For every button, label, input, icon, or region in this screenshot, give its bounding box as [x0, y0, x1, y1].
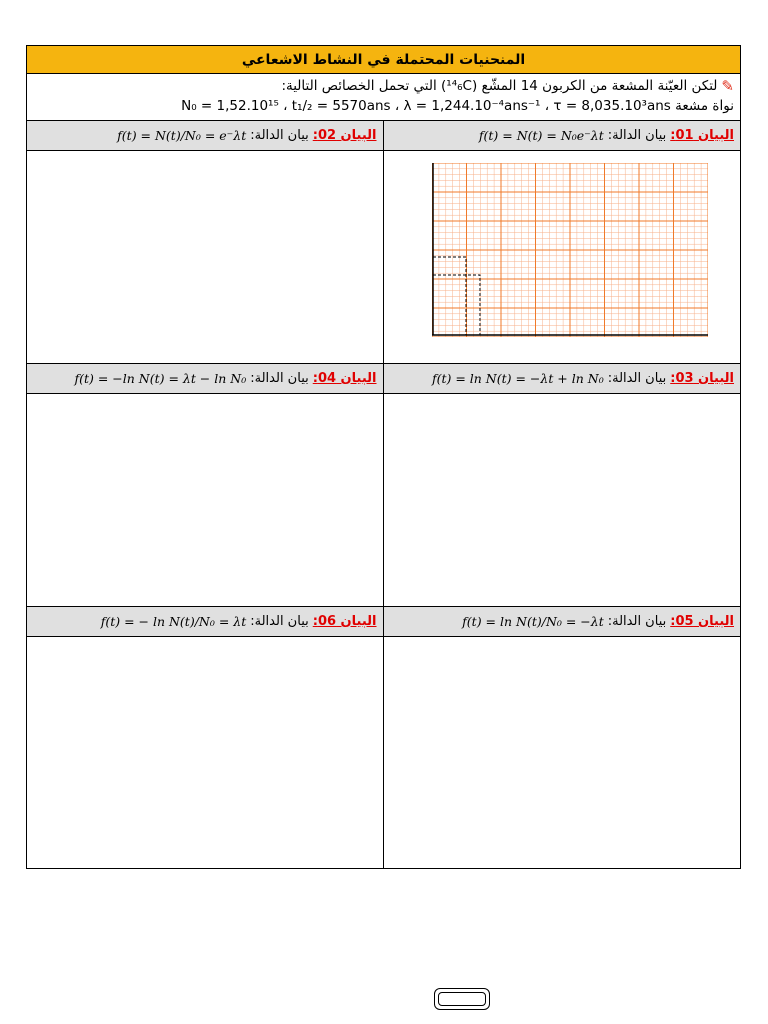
plot-header-03: [384, 364, 741, 394]
plot-header-05: [384, 607, 741, 637]
plot-desc-04: بيان الدالة:: [250, 371, 309, 386]
plot-header-02: [27, 121, 383, 151]
plot-desc-06: بيان الدالة:: [250, 614, 309, 629]
plot-label-06: البيان 06:: [312, 614, 377, 629]
plot-area-06: [27, 637, 383, 868]
plot-desc-05: بيان الدالة:: [607, 614, 667, 629]
plot-formula-03: f(t) = ln N(t) = −λt + ln N₀: [431, 371, 604, 386]
intro-section: [27, 74, 740, 121]
plot-cell-01: [384, 121, 741, 364]
intro-text-2: نواة مشعة N₀ = 1,52.10¹⁵ ، t₁/₂ = 5570ans ، λ = 1,244.10⁻⁴ans⁻¹ ، τ = 8,035.10³ans: [181, 98, 734, 114]
pen-icon: ✎: [721, 77, 734, 95]
plot-cell-05: [384, 607, 741, 868]
plot-formula-06: f(t) = − ln N(t)/N₀ = λt: [100, 614, 247, 629]
intro-text-1: لتكن العيّنة المشعة من الكربون 14 المشّع (¹⁴₆C) التي تحمل الخصائص التالية:: [281, 78, 718, 94]
plot-area-03: [384, 394, 741, 607]
plot-label-02: البيان 02:: [312, 128, 377, 143]
plot-desc-03: بيان الدالة:: [607, 371, 667, 386]
plot-formula-05: f(t) = ln N(t)/N₀ = −λt: [462, 614, 604, 629]
plot-area-04: [27, 394, 383, 607]
plot-desc-02: بيان الدالة:: [250, 128, 309, 143]
plot-formula-04: f(t) = −ln N(t) = λt − ln N₀: [74, 371, 247, 386]
plot-formula-01: f(t) = N(t) = N₀e⁻λt: [478, 128, 604, 143]
page-number-box: [434, 988, 490, 1010]
plot-header-04: [27, 364, 383, 394]
plot-label-03: البيان 03:: [670, 371, 734, 386]
plot-label-01: البيان 01:: [670, 128, 734, 143]
plot-header-01: [384, 121, 741, 151]
plot-area-05: [384, 637, 741, 868]
plot-label-04: البيان 04:: [312, 371, 377, 386]
graph-paper: [432, 163, 708, 337]
plot-cell-02: [27, 121, 384, 364]
plot-area-01: [384, 151, 741, 364]
plots-grid: [27, 121, 740, 868]
plot-header-06: [27, 607, 383, 637]
intro-line-1: [281, 77, 734, 95]
intro-line-2: [181, 98, 734, 114]
plot-label-05: البيان 05:: [670, 614, 734, 629]
plot-cell-03: [384, 364, 741, 607]
plot-cell-04: [27, 364, 384, 607]
worksheet-table: [26, 45, 741, 869]
plot-area-02: [27, 151, 383, 364]
plot-desc-01: بيان الدالة:: [607, 128, 667, 143]
dashed-guides: [433, 257, 480, 335]
plot-formula-02: f(t) = N(t)/N₀ = e⁻λt: [117, 128, 247, 143]
plot-cell-06: [27, 607, 384, 868]
worksheet-title: المنحنيات المحتملة في النشاط الاشعاعي: [27, 46, 740, 74]
